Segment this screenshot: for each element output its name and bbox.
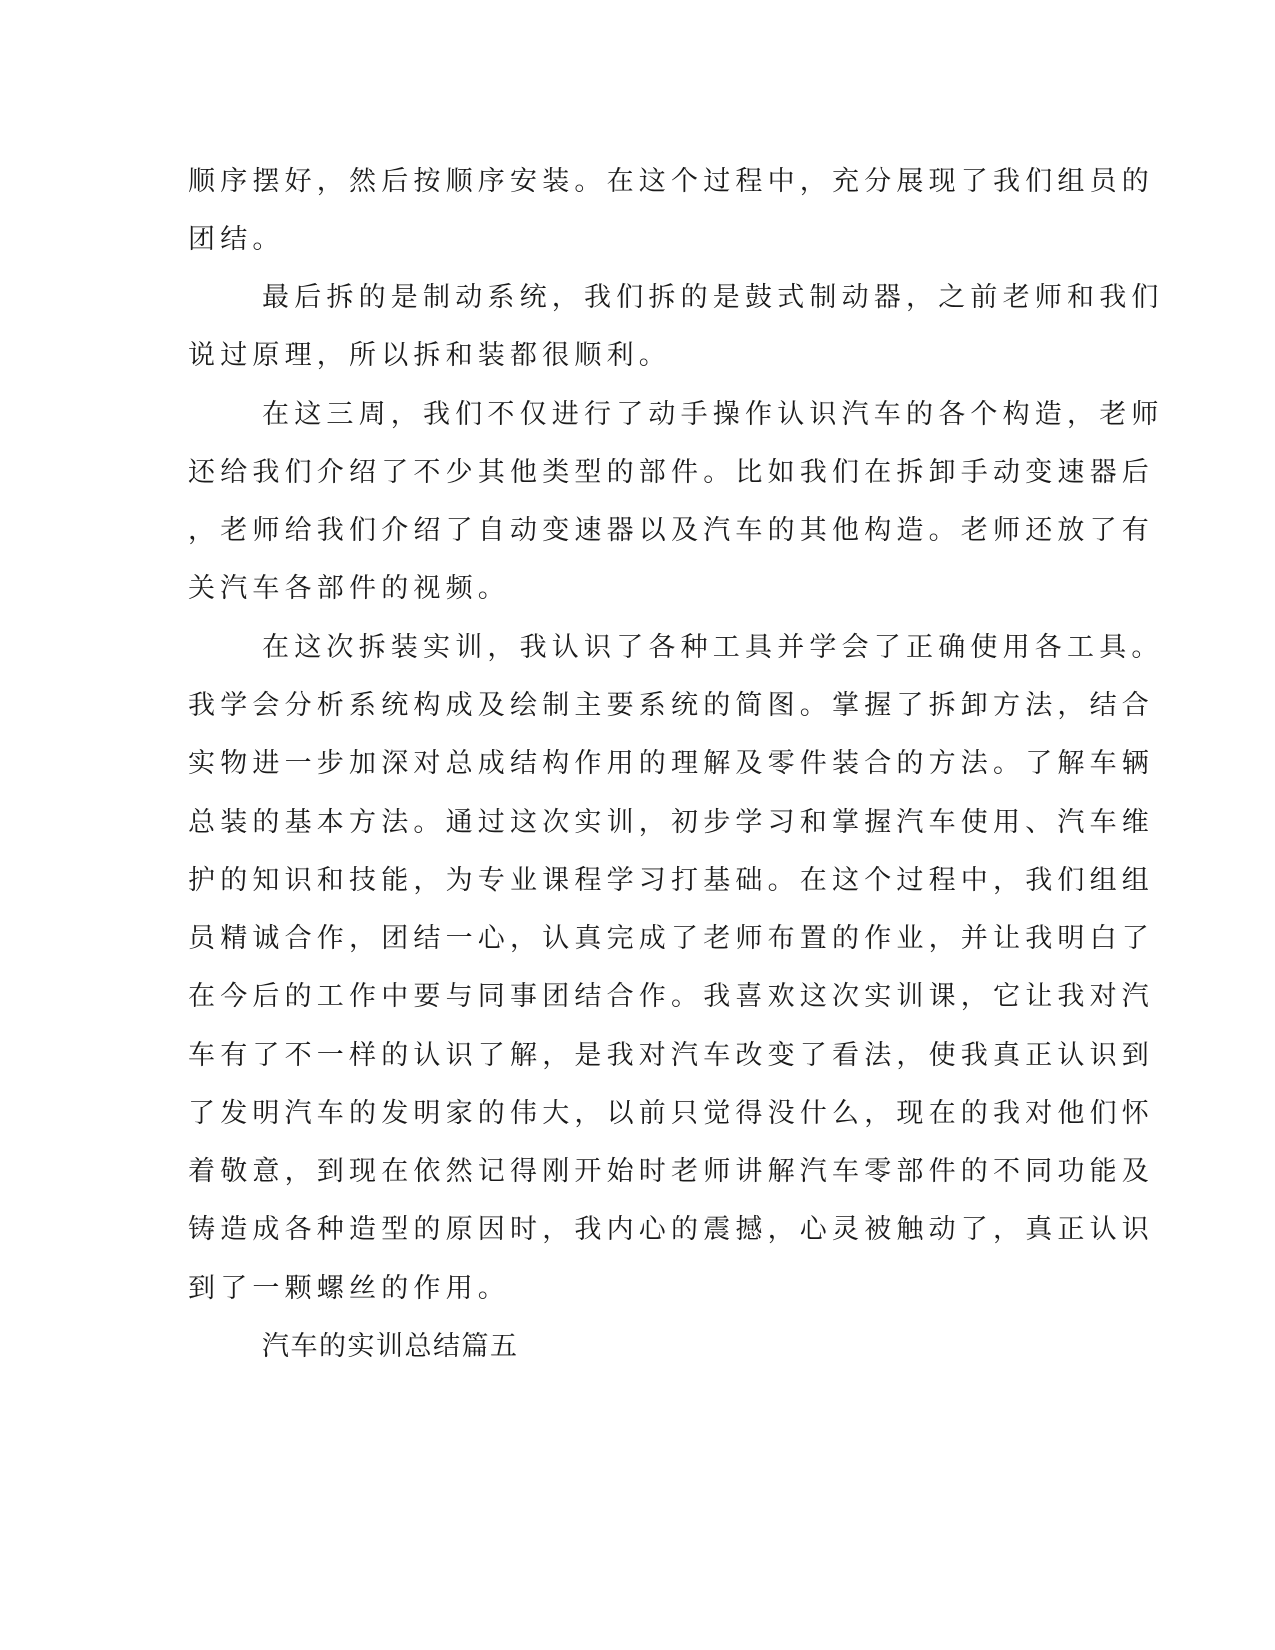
paragraph-3-line-2: 还给我们介绍了不少其他类型的部件。比如我们在拆卸手动变速器后 bbox=[188, 457, 1154, 488]
paragraph-3-line-4: 关汽车各部件的视频。 bbox=[188, 573, 510, 604]
paragraph-1-line-2: 团结。 bbox=[188, 224, 285, 255]
paragraph-4-line-11: 铸造成各种造型的原因时，我内心的震撼，心灵被触动了，真正认识 bbox=[188, 1214, 1154, 1245]
paragraph-4-line-5: 护的知识和技能，为专业课程学习打基础。在这个过程中，我们组组 bbox=[188, 865, 1154, 896]
paragraph-2-line-2: 说过原理，所以拆和装都很顺利。 bbox=[188, 340, 671, 371]
paragraph-3-line-3: ，老师给我们介绍了自动变速器以及汽车的其他构造。老师还放了有 bbox=[188, 515, 1154, 546]
paragraph-4-line-10: 着敬意，到现在依然记得刚开始时老师讲解汽车零部件的不同功能及 bbox=[188, 1156, 1154, 1187]
paragraph-4-line-2: 我学会分析系统构成及绘制主要系统的简图。掌握了拆卸方法，结合 bbox=[188, 690, 1154, 721]
paragraph-4-line-1: 在这次拆装实训，我认识了各种工具并学会了正确使用各工具。 bbox=[262, 632, 1164, 663]
paragraph-4-line-6: 员精诚合作，团结一心，认真完成了老师布置的作业，并让我明白了 bbox=[188, 923, 1154, 954]
paragraph-4-line-7: 在今后的工作中要与同事团结合作。我喜欢这次实训课，它让我对汽 bbox=[188, 981, 1154, 1012]
paragraph-4-line-8: 车有了不一样的认识了解，是我对汽车改变了看法，使我真正认识到 bbox=[188, 1040, 1154, 1071]
section-heading: 汽车的实训总结篇五 bbox=[262, 1331, 519, 1362]
paragraph-1-line-1: 顺序摆好，然后按顺序安装。在这个过程中，充分展现了我们组员的 bbox=[188, 166, 1154, 197]
paragraph-4-line-4: 总装的基本方法。通过这次实训，初步学习和掌握汽车使用、汽车维 bbox=[188, 807, 1154, 838]
paragraph-2-line-1: 最后拆的是制动系统，我们拆的是鼓式制动器，之前老师和我们 bbox=[262, 282, 1164, 313]
paragraph-4-line-9: 了发明汽车的发明家的伟大，以前只觉得没什么，现在的我对他们怀 bbox=[188, 1098, 1154, 1129]
paragraph-4-line-12: 到了一颗螺丝的作用。 bbox=[188, 1273, 510, 1304]
paragraph-4-line-3: 实物进一步加深对总成结构作用的理解及零件装合的方法。了解车辆 bbox=[188, 748, 1154, 779]
paragraph-3-line-1: 在这三周，我们不仅进行了动手操作认识汽车的各个构造，老师 bbox=[262, 399, 1164, 430]
